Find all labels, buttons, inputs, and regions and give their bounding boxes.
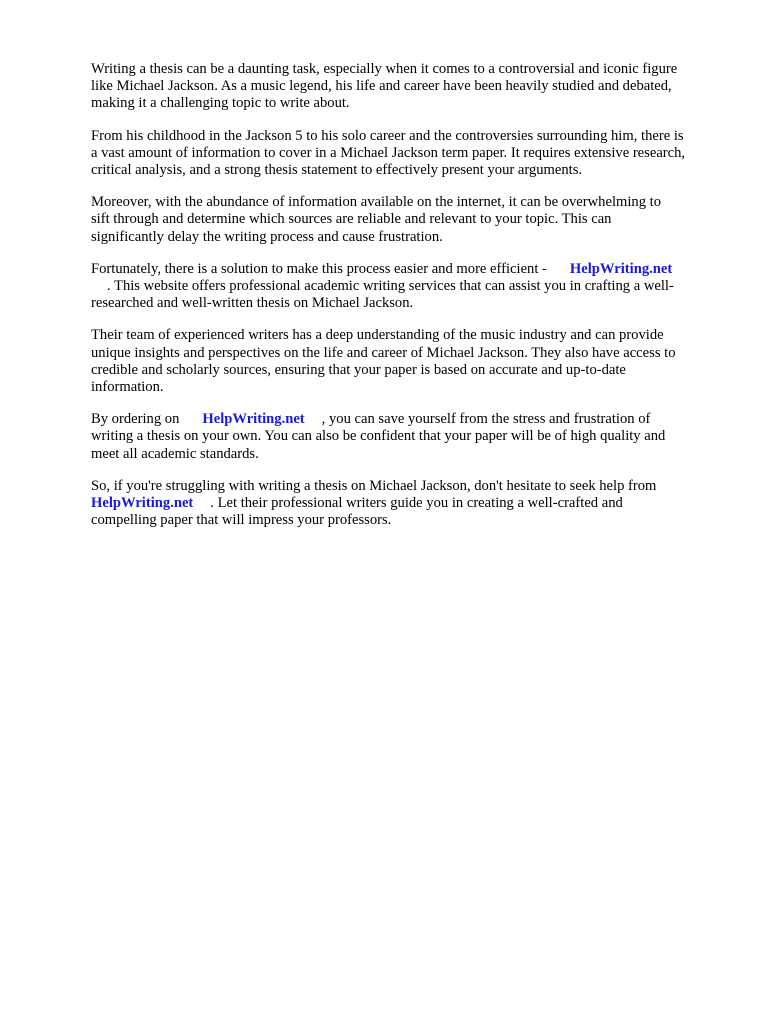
text-line: critical analysis, and a strong thesis statement to effectively present your arguments. — [91, 162, 583, 179]
helpwriting-link[interactable]: HelpWriting.net — [569, 260, 673, 277]
text-line: sift through and determine which sources are reliable and relevant to your topic. This can — [91, 211, 612, 228]
text-line: like Michael Jackson. As a music legend, his life and career have been heavily studied and debated, — [91, 78, 672, 95]
helpwriting-link[interactable]: HelpWriting.net — [91, 495, 194, 512]
text-line — [91, 495, 727, 512]
paragraph-childhood — [91, 128, 727, 180]
text-line: credible and scholarly sources, ensuring that your paper is based on accurate and up-to-date — [91, 361, 626, 378]
text-line: researched and well-written thesis on Michael Jackson. — [91, 295, 414, 312]
text-line: writing a thesis on your own. You can also be confident that your paper will be of high quality and — [91, 428, 666, 445]
document-page — [91, 61, 727, 544]
text-line: From his childhood in the Jackson 5 to his solo career and the controversies surrounding him, there is — [91, 127, 684, 144]
text-segment: . This website offers professional academic writing services that can assist you in crafting a well- — [107, 278, 674, 295]
text-segment: Fortunately, there is a solution to make this process easier and more efficient - — [91, 260, 547, 277]
text-line: significantly delay the writing process and cause frustration. — [91, 228, 443, 245]
text-segment: , you can save yourself from the stress and frustration of — [321, 411, 651, 428]
text-line: compelling paper that will impress your professors. — [91, 512, 392, 529]
text-line: Their team of experienced writers has a deep understanding of the music industry and can provide — [91, 327, 664, 344]
text-line: Writing a thesis can be a daunting task, especially when it comes to a controversial and iconic figure — [91, 61, 678, 77]
text-line — [91, 411, 727, 428]
text-line: unique insights and perspectives on the life and career of Michael Jackson. They also have access to — [91, 344, 676, 361]
paragraph-team — [91, 327, 727, 396]
paragraph-intro — [91, 61, 727, 113]
paragraph-solution — [91, 261, 727, 313]
text-line — [91, 278, 727, 295]
text-line: meet all academic standards. — [91, 445, 259, 462]
paragraph-abundance — [91, 194, 727, 246]
text-segment: . Let their professional writers guide you in creating a well-crafted and — [210, 495, 623, 512]
text-line: making it a challenging topic to write about. — [91, 95, 350, 112]
text-line: Moreover, with the abundance of information available on the internet, it can be overwhelming to — [91, 194, 662, 211]
text-line: information. — [91, 379, 164, 396]
text-line: So, if you're struggling with writing a thesis on Michael Jackson, don't hesitate to seek help from — [91, 477, 657, 494]
text-line — [91, 261, 727, 278]
paragraph-conclusion — [91, 478, 727, 530]
text-segment: By ordering on — [91, 411, 180, 428]
helpwriting-link[interactable]: HelpWriting.net — [202, 411, 305, 428]
text-line: a vast amount of information to cover in a Michael Jackson term paper. It requires extensive research, — [91, 144, 686, 161]
paragraph-ordering — [91, 411, 727, 463]
